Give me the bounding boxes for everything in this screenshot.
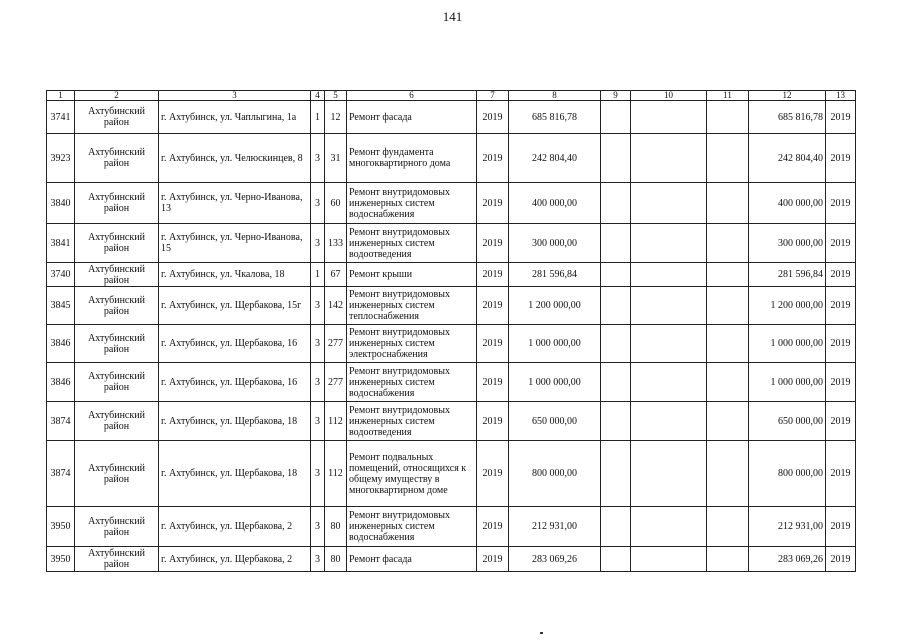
col-header: 5 bbox=[325, 91, 347, 101]
cell-year: 2019 bbox=[477, 507, 509, 547]
cell-c10 bbox=[631, 402, 707, 441]
cell-c11 bbox=[707, 263, 749, 287]
cell-id: 3845 bbox=[47, 287, 75, 325]
cell-c11 bbox=[707, 325, 749, 363]
cell-c4: 3 bbox=[311, 363, 325, 402]
cell-c4: 3 bbox=[311, 441, 325, 507]
cell-c13: 2019 bbox=[826, 547, 856, 572]
cell-district: Ахтубинский район bbox=[75, 363, 159, 402]
cell-year: 2019 bbox=[477, 363, 509, 402]
cell-year: 2019 bbox=[477, 263, 509, 287]
cell-c5: 112 bbox=[325, 402, 347, 441]
cell-address: г. Ахтубинск, ул. Щербакова, 2 bbox=[159, 547, 311, 572]
cell-c11 bbox=[707, 183, 749, 224]
cell-address: г. Ахтубинск, ул. Щербакова, 2 bbox=[159, 507, 311, 547]
table-row bbox=[47, 402, 856, 441]
cell-c13: 2019 bbox=[826, 183, 856, 224]
capital-repair-table bbox=[46, 90, 856, 572]
cell-year: 2019 bbox=[477, 287, 509, 325]
cell-district: Ахтубинский район bbox=[75, 402, 159, 441]
cell-address: г. Ахтубинск, ул. Щербакова, 18 bbox=[159, 441, 311, 507]
cell-c13: 2019 bbox=[826, 325, 856, 363]
cell-c4: 3 bbox=[311, 547, 325, 572]
col-header: 12 bbox=[749, 91, 826, 101]
cell-total: 1 000 000,00 bbox=[509, 363, 601, 402]
cell-work: Ремонт крыши bbox=[347, 263, 477, 287]
cell-c12: 800 000,00 bbox=[749, 441, 826, 507]
cell-total: 400 000,00 bbox=[509, 183, 601, 224]
table-row bbox=[47, 134, 856, 183]
cell-district: Ахтубинский район bbox=[75, 325, 159, 363]
cell-c4: 1 bbox=[311, 101, 325, 134]
cell-c5: 60 bbox=[325, 183, 347, 224]
table-row bbox=[47, 263, 856, 287]
cell-c10 bbox=[631, 224, 707, 263]
cell-c9 bbox=[601, 363, 631, 402]
cell-c13: 2019 bbox=[826, 363, 856, 402]
cell-address: г. Ахтубинск, ул. Челюскинцев, 8 bbox=[159, 134, 311, 183]
cell-c11 bbox=[707, 547, 749, 572]
cell-c12: 400 000,00 bbox=[749, 183, 826, 224]
cell-c9 bbox=[601, 263, 631, 287]
cell-address: г. Ахтубинск, ул. Черно-Иванова, 13 bbox=[159, 183, 311, 224]
cell-district: Ахтубинский район bbox=[75, 547, 159, 572]
cell-c4: 3 bbox=[311, 224, 325, 263]
cell-id: 3740 bbox=[47, 263, 75, 287]
cell-district: Ахтубинский район bbox=[75, 101, 159, 134]
cell-c11 bbox=[707, 363, 749, 402]
cell-total: 685 816,78 bbox=[509, 101, 601, 134]
cell-address: г. Ахтубинск, ул. Щербакова, 15г bbox=[159, 287, 311, 325]
column-number-row bbox=[47, 91, 856, 101]
col-header: 6 bbox=[347, 91, 477, 101]
table-row bbox=[47, 287, 856, 325]
cell-address: г. Ахтубинск, ул. Щербакова, 16 bbox=[159, 325, 311, 363]
cell-work: Ремонт внутридомовых инженерных систем водоснабжения bbox=[347, 507, 477, 547]
cell-work: Ремонт внутридомовых инженерных систем водоснабжения bbox=[347, 363, 477, 402]
cell-c5: 277 bbox=[325, 363, 347, 402]
col-header: 9 bbox=[601, 91, 631, 101]
cell-c11 bbox=[707, 441, 749, 507]
cell-id: 3874 bbox=[47, 441, 75, 507]
cell-c12: 650 000,00 bbox=[749, 402, 826, 441]
cell-c13: 2019 bbox=[826, 441, 856, 507]
cell-id: 3874 bbox=[47, 402, 75, 441]
cell-c11 bbox=[707, 402, 749, 441]
cell-district: Ахтубинский район bbox=[75, 441, 159, 507]
table-row bbox=[47, 363, 856, 402]
cell-c5: 112 bbox=[325, 441, 347, 507]
cell-c9 bbox=[601, 507, 631, 547]
cell-c12: 1 000 000,00 bbox=[749, 325, 826, 363]
table-row bbox=[47, 507, 856, 547]
col-header: 1 bbox=[47, 91, 75, 101]
cell-c12: 242 804,40 bbox=[749, 134, 826, 183]
cell-work: Ремонт внутридомовых инженерных систем водоотведения bbox=[347, 402, 477, 441]
table-row bbox=[47, 547, 856, 572]
cell-c9 bbox=[601, 183, 631, 224]
cell-district: Ахтубинский район bbox=[75, 224, 159, 263]
cell-c5: 31 bbox=[325, 134, 347, 183]
cell-id: 3950 bbox=[47, 547, 75, 572]
cell-address: г. Ахтубинск, ул. Чкалова, 18 bbox=[159, 263, 311, 287]
table-row bbox=[47, 183, 856, 224]
cell-c11 bbox=[707, 287, 749, 325]
cell-id: 3950 bbox=[47, 507, 75, 547]
cell-year: 2019 bbox=[477, 183, 509, 224]
cell-c12: 685 816,78 bbox=[749, 101, 826, 134]
cell-c10 bbox=[631, 287, 707, 325]
cell-c13: 2019 bbox=[826, 507, 856, 547]
col-header: 11 bbox=[707, 91, 749, 101]
cell-c10 bbox=[631, 325, 707, 363]
cell-district: Ахтубинский район bbox=[75, 263, 159, 287]
cell-c9 bbox=[601, 547, 631, 572]
cell-c11 bbox=[707, 134, 749, 183]
cell-year: 2019 bbox=[477, 101, 509, 134]
scan-speck bbox=[540, 632, 543, 634]
cell-c5: 80 bbox=[325, 547, 347, 572]
cell-c5: 80 bbox=[325, 507, 347, 547]
cell-total: 283 069,26 bbox=[509, 547, 601, 572]
cell-year: 2019 bbox=[477, 402, 509, 441]
cell-address: г. Ахтубинск, ул. Черно-Иванова, 15 bbox=[159, 224, 311, 263]
cell-total: 650 000,00 bbox=[509, 402, 601, 441]
cell-year: 2019 bbox=[477, 441, 509, 507]
table-row bbox=[47, 441, 856, 507]
cell-c10 bbox=[631, 183, 707, 224]
cell-id: 3846 bbox=[47, 325, 75, 363]
cell-c13: 2019 bbox=[826, 134, 856, 183]
col-header: 8 bbox=[509, 91, 601, 101]
cell-c10 bbox=[631, 263, 707, 287]
cell-address: г. Ахтубинск, ул. Щербакова, 18 bbox=[159, 402, 311, 441]
cell-id: 3741 bbox=[47, 101, 75, 134]
cell-c10 bbox=[631, 547, 707, 572]
table-row bbox=[47, 224, 856, 263]
cell-c4: 3 bbox=[311, 507, 325, 547]
cell-c11 bbox=[707, 507, 749, 547]
cell-total: 800 000,00 bbox=[509, 441, 601, 507]
cell-c4: 3 bbox=[311, 183, 325, 224]
cell-c12: 1 000 000,00 bbox=[749, 363, 826, 402]
cell-total: 212 931,00 bbox=[509, 507, 601, 547]
cell-id: 3840 bbox=[47, 183, 75, 224]
cell-id: 3841 bbox=[47, 224, 75, 263]
cell-c5: 67 bbox=[325, 263, 347, 287]
cell-c5: 133 bbox=[325, 224, 347, 263]
col-header: 2 bbox=[75, 91, 159, 101]
cell-c4: 3 bbox=[311, 402, 325, 441]
cell-c12: 300 000,00 bbox=[749, 224, 826, 263]
col-header: 10 bbox=[631, 91, 707, 101]
cell-total: 1 200 000,00 bbox=[509, 287, 601, 325]
cell-c13: 2019 bbox=[826, 101, 856, 134]
cell-work: Ремонт фундамента многоквартирного дома bbox=[347, 134, 477, 183]
cell-c13: 2019 bbox=[826, 287, 856, 325]
cell-work: Ремонт внутридомовых инженерных систем водоснабжения bbox=[347, 183, 477, 224]
col-header: 3 bbox=[159, 91, 311, 101]
cell-c4: 3 bbox=[311, 325, 325, 363]
cell-work: Ремонт внутридомовых инженерных систем электроснабжения bbox=[347, 325, 477, 363]
cell-total: 242 804,40 bbox=[509, 134, 601, 183]
cell-work: Ремонт внутридомовых инженерных систем водоотведения bbox=[347, 224, 477, 263]
cell-year: 2019 bbox=[477, 224, 509, 263]
cell-c11 bbox=[707, 101, 749, 134]
cell-c9 bbox=[601, 325, 631, 363]
cell-c10 bbox=[631, 363, 707, 402]
cell-c12: 1 200 000,00 bbox=[749, 287, 826, 325]
cell-c4: 3 bbox=[311, 287, 325, 325]
cell-c10 bbox=[631, 134, 707, 183]
cell-c5: 277 bbox=[325, 325, 347, 363]
cell-year: 2019 bbox=[477, 134, 509, 183]
cell-c5: 142 bbox=[325, 287, 347, 325]
table-row bbox=[47, 101, 856, 134]
cell-c4: 3 bbox=[311, 134, 325, 183]
cell-c4: 1 bbox=[311, 263, 325, 287]
cell-district: Ахтубинский район bbox=[75, 507, 159, 547]
cell-id: 3846 bbox=[47, 363, 75, 402]
cell-c12: 283 069,26 bbox=[749, 547, 826, 572]
col-header: 13 bbox=[826, 91, 856, 101]
table-row bbox=[47, 325, 856, 363]
page-number: 141 bbox=[442, 9, 463, 24]
cell-c13: 2019 bbox=[826, 263, 856, 287]
cell-district: Ахтубинский район bbox=[75, 183, 159, 224]
cell-c9 bbox=[601, 287, 631, 325]
cell-c9 bbox=[601, 402, 631, 441]
cell-c9 bbox=[601, 441, 631, 507]
cell-total: 300 000,00 bbox=[509, 224, 601, 263]
cell-address: г. Ахтубинск, ул. Щербакова, 16 bbox=[159, 363, 311, 402]
cell-c12: 212 931,00 bbox=[749, 507, 826, 547]
col-header: 4 bbox=[311, 91, 325, 101]
cell-year: 2019 bbox=[477, 547, 509, 572]
cell-id: 3923 bbox=[47, 134, 75, 183]
cell-total: 281 596,84 bbox=[509, 263, 601, 287]
cell-c5: 12 bbox=[325, 101, 347, 134]
cell-address: г. Ахтубинск, ул. Чаплыгина, 1а bbox=[159, 101, 311, 134]
cell-year: 2019 bbox=[477, 325, 509, 363]
cell-c9 bbox=[601, 224, 631, 263]
cell-c13: 2019 bbox=[826, 224, 856, 263]
cell-c11 bbox=[707, 224, 749, 263]
cell-c9 bbox=[601, 134, 631, 183]
cell-c12: 281 596,84 bbox=[749, 263, 826, 287]
cell-work: Ремонт подвальных помещений, относящихся к общему имуществу в многоквартирном доме bbox=[347, 441, 477, 507]
cell-district: Ахтубинский район bbox=[75, 134, 159, 183]
cell-work: Ремонт фасада bbox=[347, 101, 477, 134]
cell-c10 bbox=[631, 441, 707, 507]
cell-district: Ахтубинский район bbox=[75, 287, 159, 325]
col-header: 7 bbox=[477, 91, 509, 101]
cell-total: 1 000 000,00 bbox=[509, 325, 601, 363]
cell-work: Ремонт фасада bbox=[347, 547, 477, 572]
cell-c10 bbox=[631, 101, 707, 134]
cell-c10 bbox=[631, 507, 707, 547]
cell-c9 bbox=[601, 101, 631, 134]
cell-c13: 2019 bbox=[826, 402, 856, 441]
cell-work: Ремонт внутридомовых инженерных систем теплоснабжения bbox=[347, 287, 477, 325]
